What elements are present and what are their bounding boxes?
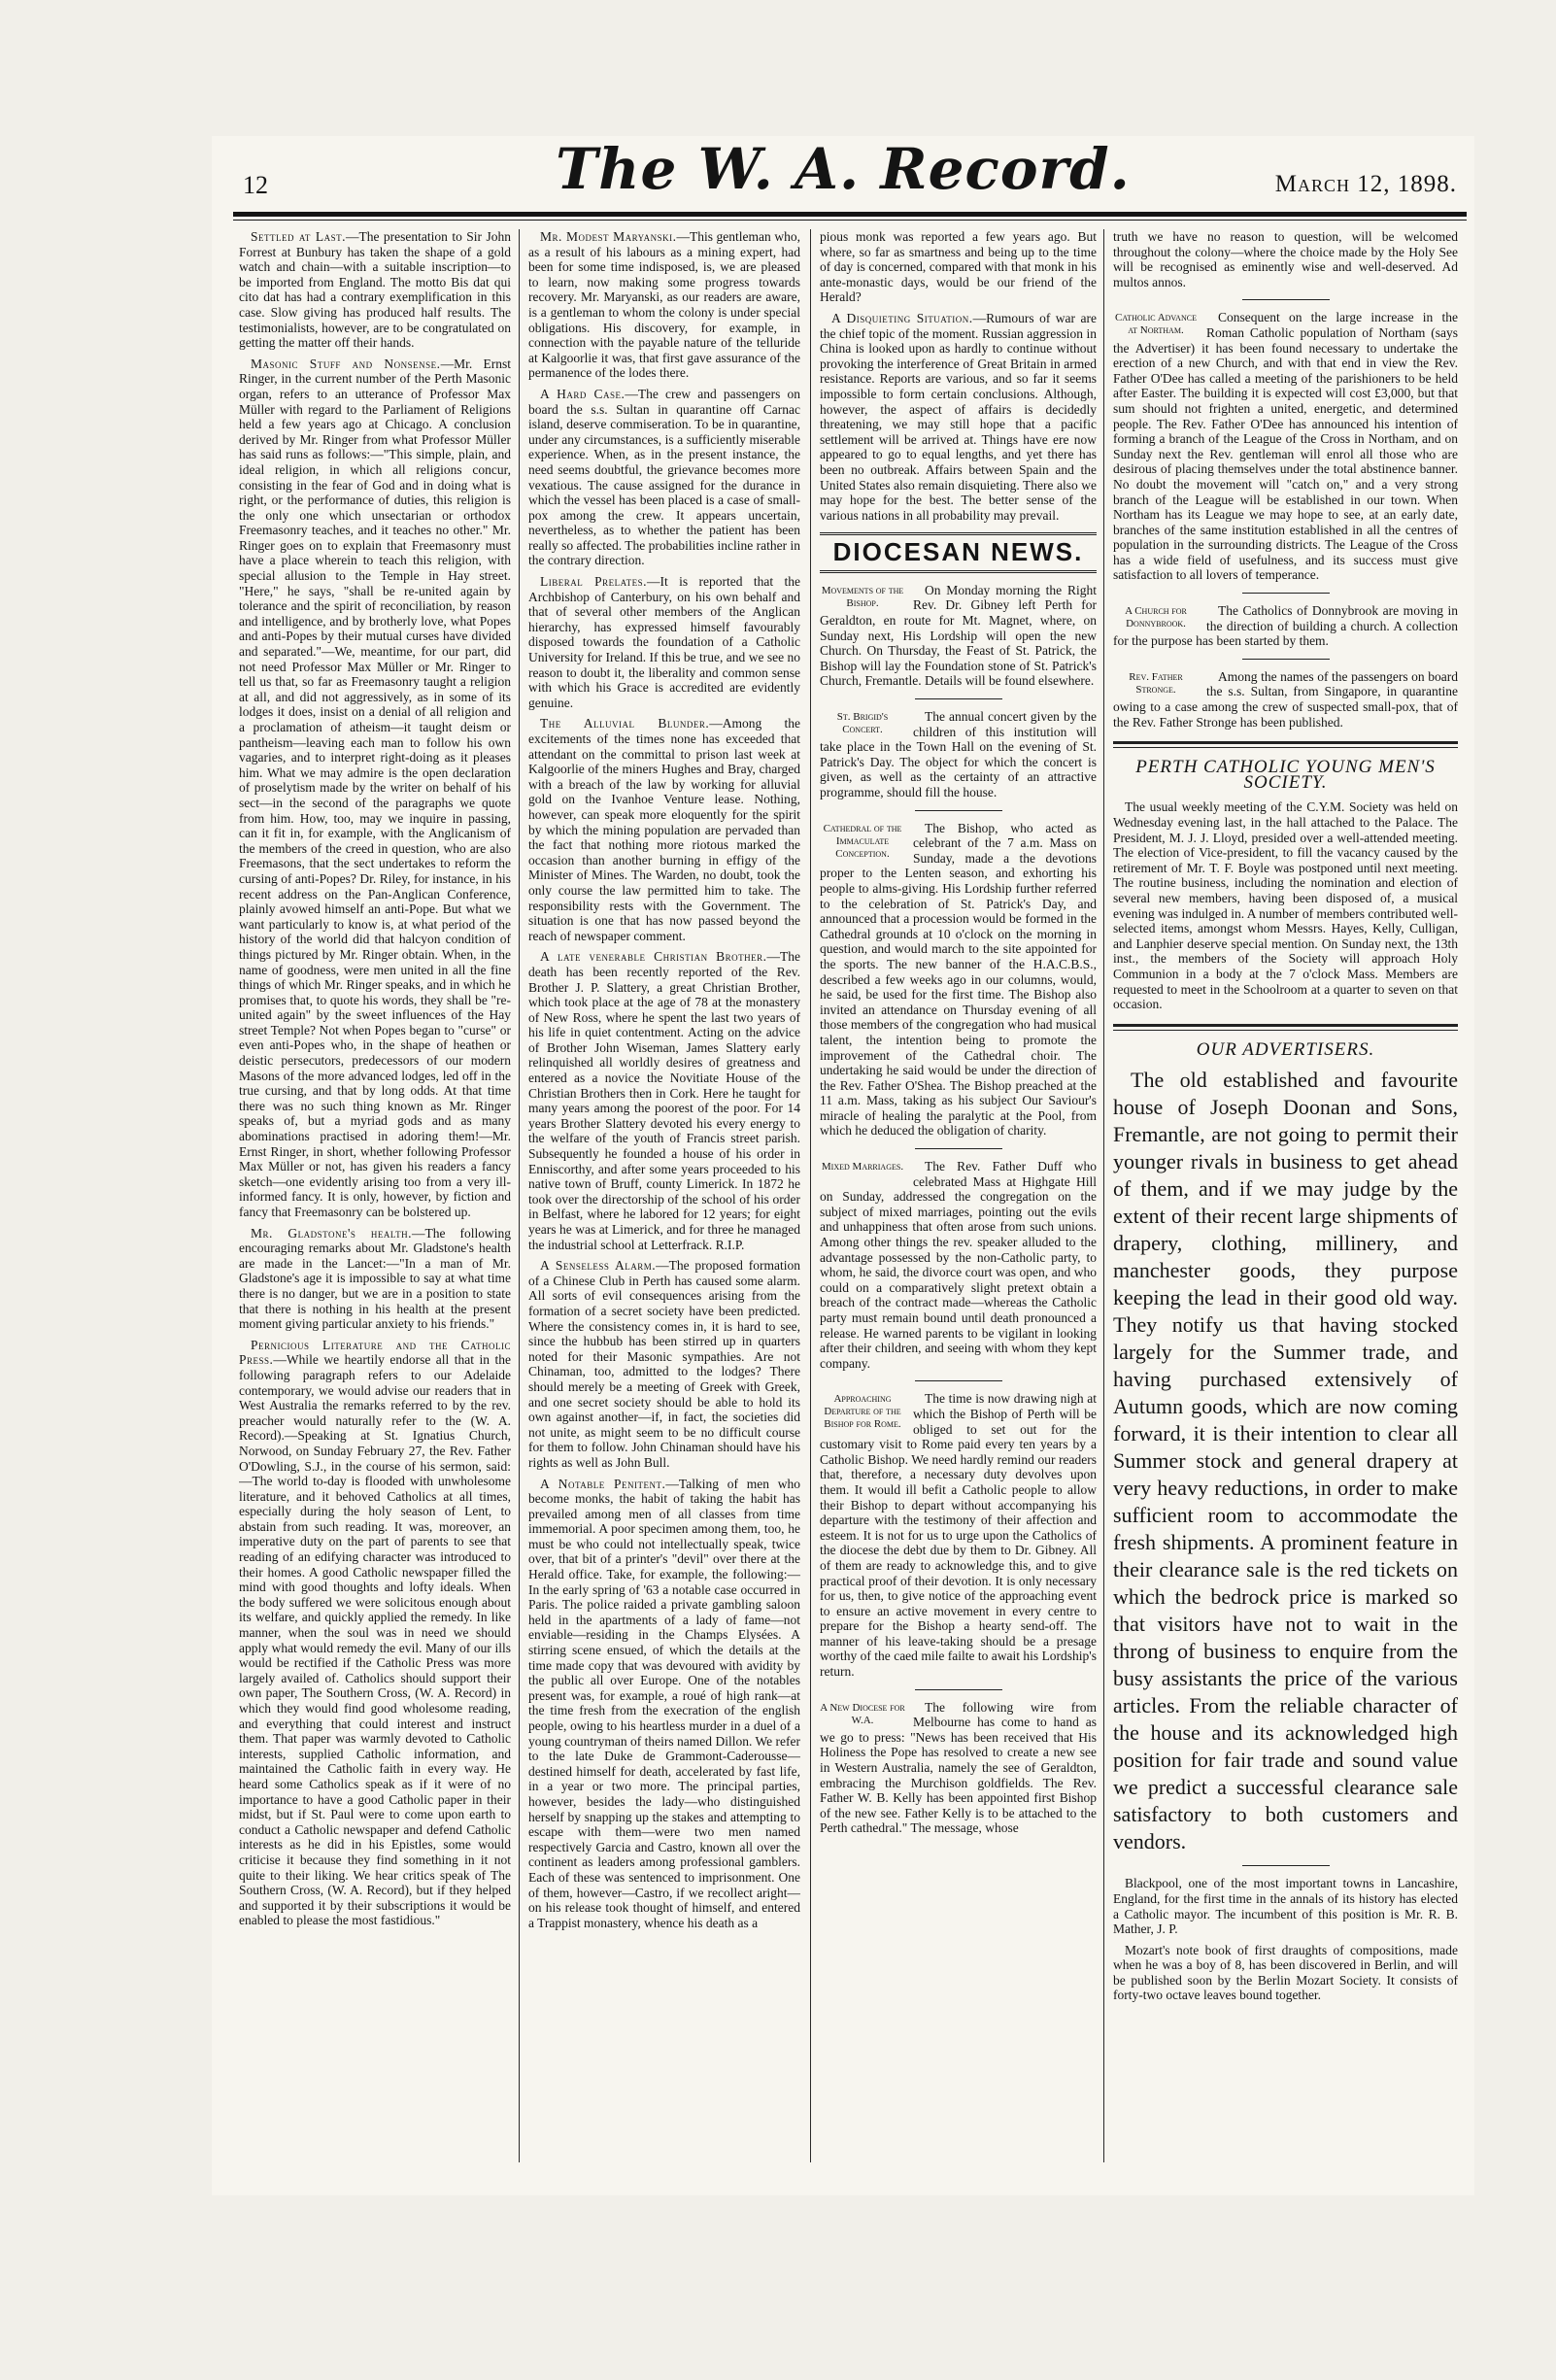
article-heading: Liberal Prelates.: [540, 574, 648, 590]
article-heading: Pernicious Literature and the Catholic Press.: [239, 1337, 511, 1368]
column-divider: [1103, 229, 1104, 2162]
article-notable-penitent: [528, 1477, 800, 1931]
diocesan-news-heading: DIOCESAN NEWS.: [820, 532, 1097, 573]
side-heading: Movements of the Bishop.: [821, 584, 904, 609]
article-heading: A late venerable Christian Brother.: [540, 949, 767, 965]
masthead-rule-thin: [233, 220, 1467, 221]
item-body: Consequent on the large increase in the Roman Catholic population of Northam (says the Advertiser) it has been found necessary to undertake the erection of a new Church, and with that end in view the Rev. Father O'Dee has called a meeting of the parishioners to be held after Easter. The building it is expected will cost £3,000, but that sum should not frighten a united, energetic, and determined people. The Rev. Father O'Dee has announced his intention of forming a branch of the League of the Cross in Northam, and on Sunday next the Rev. gentleman will enrol all those who are desirous of placing themselves under the total abstinence banner. No doubt the movement will "catch on," and a very strong branch of the League will be established in our town. When Northam has its League we may hope to see, at an early date, branches of the same institution established in all the centres of population in the surrounding districts. The League of the Cross has a wide field of usefulness, and its success must give satisfaction to all lovers of temperance.: [1113, 310, 1458, 583]
article-body: —The crew and passengers on board the s.s. Sultan in quarantine off Carnac island, deserve commiseration. To be in quarantine, under any circumstances, is a sufficiently miserable experience. When, as in the present instance, the need seems doubtful, the grievance becomes more vexatious. The cause assigned for the durance in which the vessel has been placed is a case of small-pox among the crew. It appears uncertain, nevertheless, as to whether the patient has been really so affected. The probabilities incline rather in the contrary direction.: [528, 386, 800, 568]
article-disquieting-situation: [820, 311, 1097, 523]
item-mixed-marriages: [820, 1159, 1097, 1371]
item-separator: [1242, 299, 1330, 300]
item-separator: [1242, 593, 1330, 594]
item-northam: [1113, 310, 1458, 583]
side-heading: Approaching Departure of the Bishop for Rome.: [824, 1393, 901, 1431]
article-heading: A Senseless Alarm.: [540, 1258, 657, 1274]
article-gladstone-health: [239, 1226, 511, 1332]
item-body: The following wire from Melbourne has come to hand as we go to press: "News has been received that His Holiness the Pope has resolved to create a new see in Western Australia, namely the see of Geraldton, embracing the Murchison goldfields. The Rev. Father W. B. Kelly has been appointed first Bishop of the new see. Father Kelly is to be attached to the Perth cathedral." The message, whose: [820, 1699, 1097, 1836]
column-3: [820, 229, 1097, 2168]
article-body: —Among the excitements of the times none has exceeded that attendant on the committal to prison last week at Kalgoorlie of the miners Hughes and Bray, charged with a breach of the law by working for alluvial gold on the Ivanhoe Venture lease. Nothing, however, can speak more eloquently for the spirit by which the mining population are pervaded than the fact that nothing more riotous marked the occasion than another burning in effigy of the Minister of Mines. The Warden, no doubt, took the only course the law permitted him to take. The responsibility rests with the Government. The situation is one that has now passed beyond the reach of newspaper comment.: [528, 716, 800, 943]
item-body: The Catholics of Donnybrook are moving in the direction of building a church. A collection for the purpose has been started by them.: [1113, 603, 1458, 649]
article-maryanski: [528, 229, 800, 381]
item-separator: [915, 810, 1002, 811]
item-st-brigids-concert: [820, 709, 1097, 800]
item-cathedral: [820, 821, 1097, 1139]
side-heading: Cathedral of the Immaculate Conception.: [823, 822, 902, 860]
article-christian-brother: [528, 949, 800, 1252]
article-pernicious-literature: [239, 1338, 511, 1928]
side-heading: St. Brigid's Concert.: [836, 711, 889, 736]
item-body: The Rev. Father Duff who celebrated Mass at Highgate Hill on Sunday, addressed the congregation on the subject of mixed marriages, pointing out the evils and unhappiness that often arose from such unions. Among other things the rev. speaker alluded to the advantage possessed by the non-Catholic party, to whom, he said, the divorce court was open, and who could on a comparatively slight pretext obtain a breach of the contract made—whereas the Catholic party must remain bound until death pronounced a release. He warned parents to be vigilant in looking after their children, and seeing with whom they kept company.: [820, 1159, 1097, 1371]
item-mozart: Mozart's note book of first draughts of compositions, made when he was a boy of 8, has been discovered in Berlin, and will be published soon by the Berlin Mozart Society. It consists of forty-two octave leaves bound together.: [1113, 1942, 1458, 2003]
article-heading: Settled at Last.: [251, 229, 346, 244]
article-heading: Mr. Modest Maryanski.: [540, 229, 677, 244]
side-heading: A New Diocese for W.A.: [820, 1701, 905, 1726]
side-heading: A Church for Donnybrook.: [1125, 605, 1187, 630]
newspaper-title: The W. A. Record.: [556, 136, 1131, 202]
article-body: —The following encouraging remarks about Mr. Gladstone's health are made in the Lancet:—"In a man of Mr. Gladstone's age it is impossible to say at what time there is no danger, but we are in a position to state that there is nothing in his health at the present moment giving particular anxiety to his friends.": [239, 1225, 511, 1332]
article-heading: A Hard Case.: [540, 386, 626, 401]
column-1: [239, 229, 511, 2168]
article-heading: The Alluvial Blunder.: [540, 716, 710, 731]
article-body: —Talking of men who become monks, the habit of taking the habit has prevailed among men of all classes from time immemorial. A poor specimen among them, too, he must be who could not intellectually speak, twice over, that bit of a printer's "devil" over there at the Herald office. Take, for example, the following:—In the early spring of '63 a notable case occurred in Paris. The police raided a private gambling saloon held in the apartments of a lady of fame—not enviable—residing in the Champs Elysées. A stirring scene ensued, of which the details at the time made copy that was devoured with avidity by the public all over Europe. One of the notables present was, for example, a roué of high rank—at the time fresh from the execration of the english people, owing to his heartless murder in a duel of a young countryman of theirs named Dillon. We refer to the late Duke de Grammont-Caderousse—destined himself for death, accelerated by fast life, in a year or two more. The principal parties, however, besides the lady—who distinguished herself by snapping up the stakes and attempting to escape with them—were two men named respectively Garcia and Castro, known all over the continent as leaders among professional gamblers. Each of these was sentenced to imprisonment. One of them, however—Castro, if we recollect aright—on his release took thought of himself, and entered a Trappist monastery, whence his death as a: [528, 1476, 800, 1930]
newspaper-page: [212, 136, 1474, 2195]
section-separator: [1113, 741, 1458, 748]
column-4: [1113, 229, 1458, 2168]
article-alluvial-blunder: [528, 716, 800, 943]
item-bishop-departure: [820, 1391, 1097, 1679]
article-body: —It is reported that the Archbishop of Canterbury, on his own behalf and that of several other members of the Anglican hierarchy, has expressed himself favourably disposed towards the foundation of a Catholic University for Ireland. If this be true, and we see no reason to doubt it, the liberality and common sense with which his Grace is accredited are evidently genuine.: [528, 574, 800, 710]
article-body: —This gentleman who, as a result of his labours as a mining expert, had been for some time indisposed, is, we are pleased to learn, now making some progress towards recovery. Mr. Maryanski, as our readers are aware, is a gentleman to whom the colony is under special obligations. His discovery, for example, in connection with the payable nature of the telluride at Kalgoorlie it was, that first gave assurance of the permanence of the lodes there.: [528, 229, 800, 381]
cym-society-heading: PERTH CATHOLIC YOUNG MEN'S SOCIETY.: [1135, 757, 1436, 793]
article-heading: Masonic Stuff and Nonsense.: [251, 356, 441, 371]
column-divider: [810, 229, 811, 2162]
our-advertisers-heading: OUR ADVERTISERS.: [1196, 1038, 1375, 1060]
article-body: —While we heartily endorse all that in the following paragraph refers to our Adelaide contemporary, we would advise our readers that in West Australia the remarks referred to by the rev. preacher would naturally refer to the (W. A. Record).—Speaking at St. Ignatius Church, Norwood, on Sunday February 27, the Rev. Father O'Dowling, S.J., in the course of his sermon, said:—The world to-day is flooded with unwholesome literature, and it behoved Catholics at all times, especially during the holy season of Lent, to abstain from such reading. It was, moreover, an imperative duty on the part of parents to see that reading of an edifying character was introduced to their homes. A good Catholic newspaper filled the mind with good thoughts and lofty ideals. When the body suffered we were solicitous enough about its welfare, and quickly applied the remedy. In like manner, when the soul was in need we should apply what would remedy the evil. Many of our ills would be rectified if the Catholic Press was more largely availed of. Catholics should support their own paper, The Southern Cross, (W. A. Record) in which they would find good wholesome reading, and everything that could interest and instruct them. That paper was warmly devoted to Catholic interests, supplied Catholic information, and maintained the Catholic faith in every way. He heard some Catholics speak as if it were of no importance to have a good Catholic paper in their midst, but if St. Paul were to come upon earth to conduct a Catholic newspaper and defend Catholic interests as he did in his Epistles, some would criticise it because they find something in it not quite to their liking. We hear critics speak of The Southern Cross, (W. A. Record), but if they helped and supported it by their subscriptions it would be enabled to please the most fastidious.": [239, 1352, 511, 1928]
side-heading: Rev. Father Stronge.: [1129, 670, 1183, 696]
item-body: The annual concert given by the children of this institution will take place in the Town Hall on the evening of St. Patrick's Day. The object for which the concert is given, as well as the certainty of an attractive programme, should fill the house.: [820, 709, 1097, 799]
masthead: [212, 136, 1474, 210]
article-masonic-stuff: [239, 357, 511, 1220]
advertisers-block: [1113, 1067, 1458, 1855]
item-body: The time is now drawing nigh at which the Bishop of Perth will be obliged to set out for the customary visit to Rome paid every ten years by a Catholic Bishop. We need hardly remind our readers that, therefore, a necessary duty devolves upon them. It would ill befit a Catholic people to allow their Bishop to depart without accompanying his departure with the testimony of their affection and esteem. It is not for us to urge upon the Catholics of the diocese the debt due by them to Dr. Gibney. All of them are ready to acknowledge this, and to give practical proof of their devotion. It is only necessary for us, then, to give notice of the approaching event to ensure an active movement in every centre to prepare for the Bishop a hearty send-off. The manner of his leave-taking should be a presage worthy of the caed mile failte to await his Lordship's return.: [820, 1391, 1097, 1680]
item-body: On Monday morning the Right Rev. Dr. Gibney left Perth for Geraldton, en route for Mt. Magnet, where, on Sunday next, His Lordship will open the new Church. On Thursday, the Feast of St. Patrick, the Bishop will lay the Foundation stone of St. Patrick's Church, Fremantle. Details will be found elsewhere.: [820, 582, 1097, 689]
item-separator: [915, 1689, 1002, 1690]
article-heading: Mr. Gladstone's health.: [251, 1225, 412, 1241]
side-heading: Catholic Advance at Northam.: [1115, 312, 1197, 337]
item-separator: [915, 1380, 1002, 1381]
item-donnybrook: [1113, 603, 1458, 649]
article-senseless-alarm: [528, 1258, 800, 1470]
item-separator: [915, 1148, 1002, 1149]
column-2: [528, 229, 800, 2168]
article-body: —The death has been recently reported of the Rev. Brother J. P. Slattery, a great Christian Brother, which took place at the age of 78 at the monastery of New Ross, where he spent the last two years of his life in quiet contentment. Acting on the advice of Brother John Wiseman, James Slattery early relinquished all worldly desires of greatness and entered as a novice the Novitiate House of the Christian Brothers then in Cork. Here he taught for many years among the poorest of the poor. For 14 years Brother Slattery devoted his every energy to the welfare of the youth of Francis street parish. Subsequently he founded a house of his order in Enniscorthy, and after some years proceeded to his native town of Bruff, county Limerick. In 1872 he took over the directorship of the school of his order in Belfast, where he labored for 12 years; for eight years he was at Limerick, and for three he managed the industrial school at Letterfrack. R.I.P.: [528, 949, 800, 1252]
article-continuation: truth we have no reason to question, will be welcomed throughout the colony—where the choice made by the Holy See will be recognised as eminently wise and well-deserved. Ad multos annos.: [1113, 229, 1458, 289]
article-body: —The proposed formation of a Chinese Club in Perth has caused some alarm. All sorts of evil consequences arising from the formation of a secret society have been predicted. Where the consistency comes in, it is hard to see, since the hubbub has been stirred up in quarters noted for their Masonic sympathies. Are not Chinaman, too, admitted to the lodges? There should merely be a meeting of Greek with Greek, and one secret society should be able to hold its own against another—if, in fact, the societies did not unite, as might seem to be no difficult course for them to follow. John Chinaman should have his rights as well as John Bull.: [528, 1258, 800, 1470]
item-movements-of-bishop: [820, 583, 1097, 689]
issue-date: March 12, 1898.: [1274, 171, 1457, 197]
page-number: 12: [243, 171, 268, 199]
item-new-diocese: [820, 1700, 1097, 1836]
article-liberal-prelates: [528, 574, 800, 710]
item-separator: [1242, 659, 1330, 660]
article-body: —Mr. Ernst Ringer, in the current number of the Perth Masonic organ, refers to an utterance of Professor Max Müller with regard to the Parliament of Religions held a few years ago at Chicago. A conclusion derived by Mr. Ringer from what Professor Müller has said runs as follows:—"This simple, plain, and ideal religion, in which all religions concur, consisting in the fear of God and in doing what is right, or the performance of duties, this religion is the only one which unsectarian or orthodox Freemasonry teaches, and it teaches no other." Mr. Ringer goes on to explain that Freemasonry must have a place wherein to teach this religion, with special allusion to the Temple in Hay street. "Here," he says, "shall be re-united again by tolerance and the spirit of reconciliation, by reason and intelligence, and by brotherly love, what Popes and anti-Popes by their mutual curses have divided and separated."—We, meantime, for our part, did not need Professor Max Müller or Mr. Ringer to tell us that, so far as Freemasonry taught a religion at all, and did not aggressively, as in some of its lodges it does, insist on a denial of all religion and a proclamation of atheism—it taught deism or pantheism—leaving each man to follow his own vagaries, and to interpret right-doing as it pleases him. What we may admire is the open declaration of proselytism made by the writer on behalf of his sect—in the second of the paragraphs we quote from him. How, too, may we inquire in passing, can it fit in, for example, with the Anglicanism of the members of the creed in question, who are also Freemasons, that the sect undertakes to reform the cursing of anti-Popes? Dr. Riley, for instance, in his recent address on the Pan-Anglican Conference, plainly avowed himself an anti-Pope. But what we want particularly to know is, at what period of the history of the world did that halcyon condition of things pictured by Mr. Ringer obtain. When, in the name of goodness, were men united in all the fine things of which Mr. Ringer speaks, and in which he promises that, to quote his words, they shall be "re-united again" by the sweet influences of the Hay street Temple? Not when Popes began to "curse" or even anti-Popes who, in the shape of heathen or deistic persecutors, predecessors of our modern Masons of the more advanced lodges, led off in the true cursing, and that by long odds. At that time there was no such thing known as Mr. Ringer speaks of, but a myriad gods and as many abominations practised in adoring them!—Mr. Ernst Ringer, in short, whether following Professor Max Müller or not, has given his readers a fancy sketch—one evidently arising too from a very ill-informed fancy. It is only, however, by fiction and fancy that Freemasonry can be bolstered up.: [239, 356, 511, 1219]
item-body: Among the names of the passengers on board the s.s. Sultan, from Singapore, in quarantine owing to a case among the crew of suspected small-pox, that of the Rev. Father Stronge has been published.: [1113, 668, 1458, 730]
item-father-stronge: [1113, 669, 1458, 730]
item-separator: [1242, 1865, 1330, 1866]
article-hard-case: [528, 387, 800, 568]
side-heading: Mixed Marriages.: [821, 1161, 904, 1173]
item-separator: [915, 698, 1002, 699]
article-settled-at-last: [239, 229, 511, 351]
article-body: —The presentation to Sir John Forrest at Bunbury has taken the shape of a gold watch and chain—with a suitable inscription—to be imported from England. The motto Bis dat qui cito dat has had a contrary exemplification in this case. Slow giving has produced half results. The testimonialists, however, are to be congratulated on getting the matter off their hands.: [239, 229, 511, 351]
column-divider: [519, 229, 520, 2162]
masthead-rule-thick: [233, 212, 1467, 217]
section-separator: [1113, 1024, 1458, 1031]
cym-society-report: The usual weekly meeting of the C.Y.M. Society was held on Wednesday evening last, in the hall attached to the Palace. The President, M. J. J. Lloyd, presided over a well-attended meeting. The election of Vice-president, to fill the vacancy caused by the retirement of Mr. T. F. Boyle was postponed until next meeting. The routine business, including the nomination and election of several new members, having been disposed of, a musical evening was indulged in. A number of members contributed well-selected items, amongst whom Messrs. Hayes, Kelly, Culligan, and Lanphier deserve special mention. On Sunday next, the 13th inst., the members of the Society will approach Holy Communion in a body at the 7 o'clock Mass. Members are requested to meet in the Schoolroom at a quarter to seven on that occasion.: [1113, 799, 1458, 1012]
article-body: —Rumours of war are the chief topic of the moment. Russian aggression in China is looked upon as hardly to continue without provoking the interference of Great Britain in armed resistance. Reports are various, and so far it seems impossible to form certain conclusions. Although, however, the aspect of affairs is decidedly threatening, we may still hope that a pacific settlement will be arrived at. Things have ere now appeared to go to equal lengths, and yet there has been no outbreak. Affairs between Spain and the United States also remain disquieting. There also we may hope for the best. The better sense of the various nations in all probability may prevail.: [820, 310, 1097, 523]
article-heading: A Notable Penitent.: [540, 1476, 666, 1491]
article-heading: A Disquieting Situation.: [831, 310, 973, 325]
advert-doonan: The old established and favourite house of Joseph Doonan and Sons, Fremantle, are not going to permit their younger rivals in business to get ahead of them, and if we may judge by the extent of their recent large shipments of drapery, clothing, millinery, and manchester goods, they purpose keeping the lead in their good old way. They notify us that having stocked largely for the Summer trade, and having purchased extensively of Autumn goods, which are now coming forward, it is their intention to clear all Summer stock and general drapery at very heavy reductions, in order to make sufficient room to accommodate the fresh shipments. A prominent feature in their clearance sale is the red tickets on which the bedrock price is marked so that visitors have not to wait in the throng of business to enquire from the busy assistants the price of the various articles. From the reliable character of the house and its acknowledged high position for fair trade and sound value we predict a successful clearance sale satisfactory to both customers and vendors.: [1113, 1068, 1458, 1854]
item-body: The Bishop, who acted as celebrant of the 7 a.m. Mass on Sunday, made a the devotions proper to the Lenten season, and exhorting his people to alms-giving. His Lordship further referred to the celebration of St. Patrick's Day, and announced that a procession would be formed in the Cathedral grounds at 10 o'clock on the morning in question, and would march to the site appointed for the sports. The new banner of the H.A.C.B.S., described a few weeks ago in our columns, would, he said, be used for the first time. The Bishop also invited an attendance on Thursday evening of all those members of the congregation who had musical talent, the intention being to promote the improvement of the Cathedral choir. The undertaking he said would be under the direction of the Rev. Father O'Shea. The Bishop preached at the 11 a.m. Mass, taking as his subject Our Saviour's miracle of healing the paralytic at the Pool, from which he deduced the obligation of charity.: [820, 820, 1097, 1139]
item-blackpool: Blackpool, one of the most important towns in Lancashire, England, for the first time in the annals of its history has elected a Catholic mayor. The incumbent of this position is Mr. R. B. Mather, J. P.: [1113, 1876, 1458, 1937]
article-continuation: pious monk was reported a few years ago. But where, so far as smartness and being up to the time of day is concerned, compared with that monk in his ante-monastic days, would be our friend of the Herald?: [820, 229, 1097, 305]
